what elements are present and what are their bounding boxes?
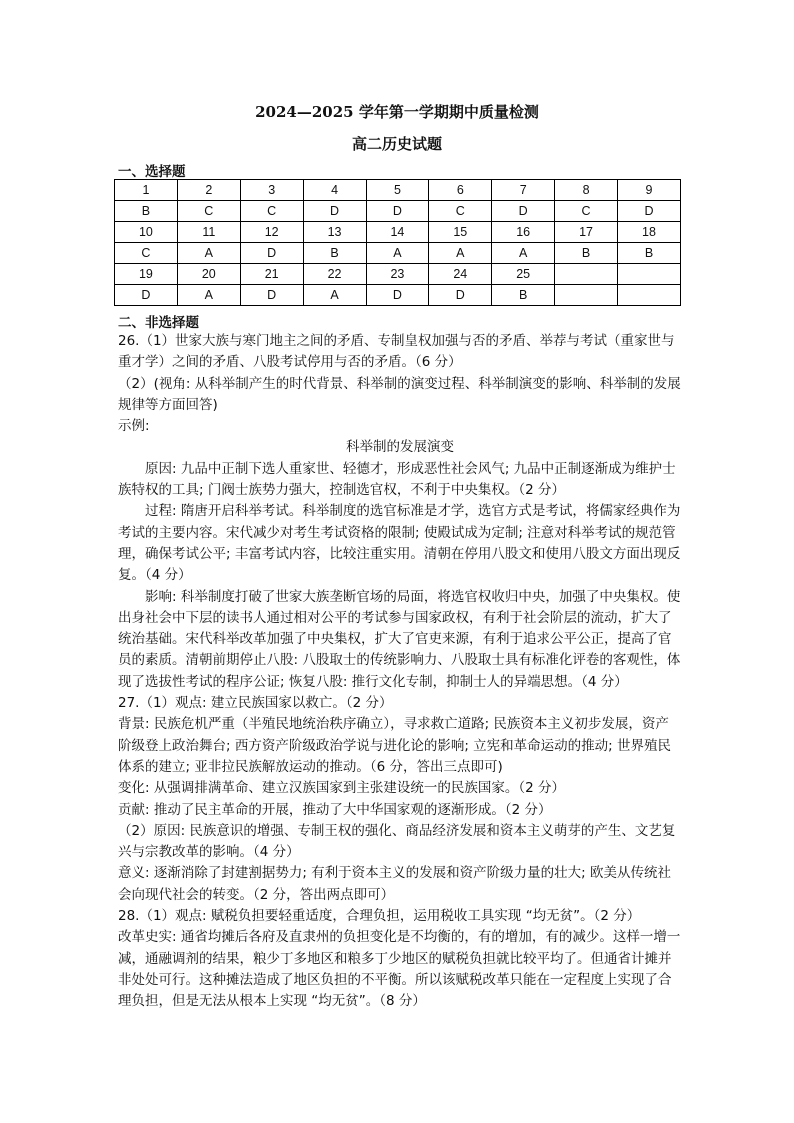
question-number-cell: 7: [492, 180, 555, 201]
answer-key-cell: A: [492, 243, 555, 264]
answer-key-cell: D: [240, 243, 303, 264]
answer-key-cell: C: [429, 201, 492, 222]
question-number-cell: 1: [115, 180, 178, 201]
q27-meaning: 意义: 逐渐消除了封建割据势力; 有利于资本主义的发展和资产阶级力量的壮大; 欧美从传统社会向现代社会的转变。（2 分，答出两点即可）: [118, 865, 672, 903]
question-number-cell: 24: [429, 264, 492, 285]
q27-background: 背景: 民族危机严重（半殖民地统治秩序确立），寻求救亡道路; 民族资本主义初步发展，资产阶级登上政治舞台; 西方资产阶级政治学说与进化论的影响; 立宪和革命运动的推动; 世界殖民体系的建立; 亚非拉民族解放运动的推动。（6 分，答出三点即可): [118, 716, 672, 775]
q26-essay-title: 科举制的发展演变: [346, 439, 454, 456]
answer-key-cell: D: [366, 201, 429, 222]
question-number-cell: 9: [618, 180, 681, 201]
exam-title: 2024—2025 学年第一学期期中质量检测: [255, 103, 539, 121]
question-number-cell: 8: [555, 180, 618, 201]
answer-key-cell: D: [492, 201, 555, 222]
answer-key-cell: D: [366, 285, 429, 306]
q26-impact: 影响: 科举制度打破了世家大族垄断官场的局面，将选官权收归中央，加强了中央集权。使出身社会中下层的读书人通过相对公平的考试参与国家政权，有利于社会阶层的流动，扩大了统治基础。宋代科举改革加强了中央集权，扩大了官吏来源，有利于追求公平公正，提高了官员的素质。清朝前期停止八股: 八股取士的传统影响力、八股取士具有标准化评卷的客观性，体现了选拔性考试的程序公证; 恢复八股: 推行文化专制，抑制士人的异端思想。（4 分）: [118, 588, 681, 690]
question-number-cell: 3: [240, 180, 303, 201]
question-number-cell: [618, 264, 681, 285]
question-number-cell: 13: [303, 222, 366, 243]
q27-part1: 27.（1）观点: 建立民族国家以救亡。（2 分）: [118, 695, 393, 712]
question-number-cell: 12: [240, 222, 303, 243]
answer-key-cell: D: [429, 285, 492, 306]
q26-process: 过程: 隋唐开启科举考试。科举制度的选官标准是才学，选官方式是考试，将儒家经典作为考试的主要内容。宋代减少对考生考试资格的限制; 使殿试成为定制; 注意对科举考试的规范管理，确保考试公平; 丰富考试内容，比较注重实用。清朝在停用八股文和使用八股文方面出现反复。（4 分）: [118, 503, 681, 584]
answer-key-row: [115, 201, 681, 222]
q26-part2: （2）(视角: 从科举制产生的时代背景、科举制的演变过程、科举制演变的影响、科举制的发展规律等方面回答): [118, 375, 681, 413]
q27-change: 变化: 从强调排满革命、建立汉族国家到主张建设统一的民族国家。（2 分）: [118, 780, 565, 797]
answer-key-cell: B: [115, 201, 178, 222]
answer-key-cell: D: [303, 201, 366, 222]
answer-key-cell: [555, 285, 618, 306]
answer-key-cell: C: [177, 201, 240, 222]
answer-key-row: [115, 243, 681, 264]
answer-key-cell: A: [429, 243, 492, 264]
answer-key-cell: A: [366, 243, 429, 264]
non-choice-answers: [118, 331, 682, 1013]
answer-key-cell: A: [303, 285, 366, 306]
answer-key-cell: C: [115, 243, 178, 264]
answer-key-cell: D: [618, 201, 681, 222]
question-number-cell: 4: [303, 180, 366, 201]
question-number-row: [115, 180, 681, 201]
question-number-cell: 16: [492, 222, 555, 243]
question-number-row: [115, 222, 681, 243]
answer-key-cell: C: [240, 201, 303, 222]
answer-key-cell: A: [177, 243, 240, 264]
question-number-cell: 22: [303, 264, 366, 285]
question-number-cell: 21: [240, 264, 303, 285]
question-number-cell: 18: [618, 222, 681, 243]
answer-key-cell: [618, 285, 681, 306]
question-number-cell: [555, 264, 618, 285]
question-number-cell: 25: [492, 264, 555, 285]
question-number-cell: 19: [115, 264, 178, 285]
section-heading-non-choice: 二、非选择题: [118, 315, 199, 331]
question-number-cell: 14: [366, 222, 429, 243]
answer-key-cell: D: [240, 285, 303, 306]
question-number-cell: 11: [177, 222, 240, 243]
answer-key-cell: B: [555, 243, 618, 264]
question-number-cell: 23: [366, 264, 429, 285]
answer-key-cell: C: [555, 201, 618, 222]
question-number-cell: 15: [429, 222, 492, 243]
q27-part2: （2）原因: 民族意识的增强、专制王权的强化、商品经济发展和资本主义萌芽的产生、文艺复兴与宗教改革的影响。（4 分）: [118, 822, 676, 861]
answer-key-row: [115, 285, 681, 306]
question-number-row: [115, 264, 681, 285]
question-number-cell: 20: [177, 264, 240, 285]
answer-key-cell: B: [618, 243, 681, 264]
answer-key-cell: B: [303, 243, 366, 264]
q26-reason: 原因: 九品中正制下选人重家世、轻德才，形成恶性社会风气; 九品中正制逐渐成为维护士族特权的工具; 门阀士族势力强大，控制选官权，不利于中央集权。（2 分）: [118, 460, 676, 499]
question-number-cell: 2: [177, 180, 240, 201]
q28-reform: 改革史实: 通省均摊后各府及直隶州的负担变化是不均衡的，有的增加，有的减少。这样一增一减，通融调剂的结果，粮少丁多地区和粮多丁少地区的赋税负担就比较平均了。但通省计摊并非处处可行。这种摊法造成了地区负担的不平衡。所以该赋税改革只能在一定程度上实现了合理负担，但是无法从根本上实现 “均无贫”。（8 分）: [118, 929, 681, 1010]
q26-part1: 26.（1）世家大族与寒门地主之间的矛盾、专制皇权加强与否的矛盾、举荐与考试（重家世与重才学）之间的矛盾、八股考试停用与否的矛盾。（6 分）: [118, 333, 675, 371]
question-number-cell: 6: [429, 180, 492, 201]
question-number-cell: 17: [555, 222, 618, 243]
question-number-cell: 10: [115, 222, 178, 243]
q28-part1: 28.（1）观点: 赋税负担要轻重适度，合理负担，运用税收工具实现 “均无贫”。（2 分）: [118, 908, 641, 925]
section-heading-choice: 一、选择题: [118, 164, 186, 180]
choice-answer-table: [114, 179, 681, 306]
answer-key-cell: B: [492, 285, 555, 306]
q27-contribution: 贡献: 推动了民主革命的开展，推动了大中华国家观的逐渐形成。（2 分）: [118, 801, 552, 818]
answer-key-cell: A: [177, 285, 240, 306]
exam-subtitle: 高二历史试题: [351, 135, 442, 153]
answer-key-cell: D: [115, 285, 178, 306]
q26-example-label: 示例:: [118, 418, 150, 435]
question-number-cell: 5: [366, 180, 429, 201]
